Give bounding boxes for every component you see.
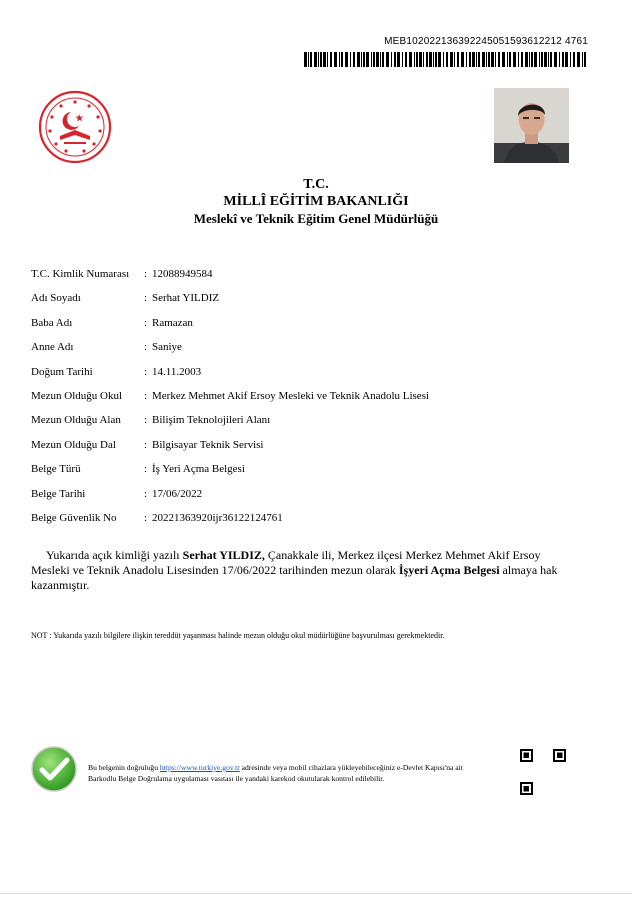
note-text: NOT : Yukarıda yazılı bilgilere ilişkin tereddüt yaşanması halinde mezun olduğu okul müdürlüğüne başvurulması gerekmektedir. bbox=[31, 631, 445, 640]
field-value: Bilişim Teknolojileri Alanı bbox=[152, 414, 271, 427]
page-bottom-divider bbox=[0, 893, 632, 894]
document-serial-number: MEB102022136392245051593612212 4761 bbox=[384, 36, 588, 47]
verified-check-icon bbox=[31, 746, 77, 792]
heading-country: T.C. bbox=[303, 177, 329, 192]
document-heading bbox=[0, 176, 632, 227]
field-value: İş Yeri Açma Belgesi bbox=[152, 463, 245, 476]
field-value: Saniye bbox=[152, 341, 182, 354]
certificate-type: İşyeri Açma Belgesi bbox=[398, 563, 500, 577]
heading-ministry: MİLLÎ EĞİTİM BAKANLIĞI bbox=[223, 194, 409, 209]
verification-text: Bu belgenin doğruluğu https://www.turkiye.gov.tr adresinde veya mobil cihazlara yükleyebileceğiniz e-Devlet Kapısı'na ait Barkodlu Belge Doğrulama uygulaması vasıtası ile yandaki karekod okutularak kontrol edilebilir. bbox=[88, 763, 463, 783]
field-value: 14.11.2003 bbox=[152, 365, 202, 378]
field-value: Merkez Mehmet Akif Ersoy Mesleki ve Teknik Anadolu Lisesi bbox=[152, 389, 430, 402]
student-photo bbox=[494, 88, 569, 163]
field-value: 17/06/2022 bbox=[152, 487, 203, 500]
verification-link[interactable]: https://www.turkiye.gov.tr bbox=[159, 763, 240, 772]
field-value: 12088949584 bbox=[152, 268, 213, 280]
document-barcode bbox=[304, 52, 588, 67]
holder-name: Serhat YILDIZ, bbox=[182, 548, 265, 562]
field-value: Bilgisayar Teknik Servisi bbox=[152, 438, 264, 451]
meb-seal-logo bbox=[38, 90, 112, 164]
certificate-statement: Yukarıda açık kimliği yazılı Serhat YILDIZ, Çanakkale ili, Merkez ilçesi Merkez Mehmet Akif Ersoy Mesleki ve Teknik Anadolu Lisesinden 17/06/2022 tarihinden mezun olarak İşyeri Açma Belgesi almaya hak kazanmıştır. bbox=[31, 548, 558, 592]
qr-code[interactable] bbox=[520, 749, 566, 795]
field-value: 20221363920ijr36122124761 bbox=[152, 511, 283, 524]
field-value: Serhat YILDIZ bbox=[152, 292, 220, 305]
field-value: Ramazan bbox=[152, 316, 193, 329]
heading-directorate: Meslekî ve Teknik Eğitim Genel Müdürlüğü bbox=[193, 211, 439, 226]
